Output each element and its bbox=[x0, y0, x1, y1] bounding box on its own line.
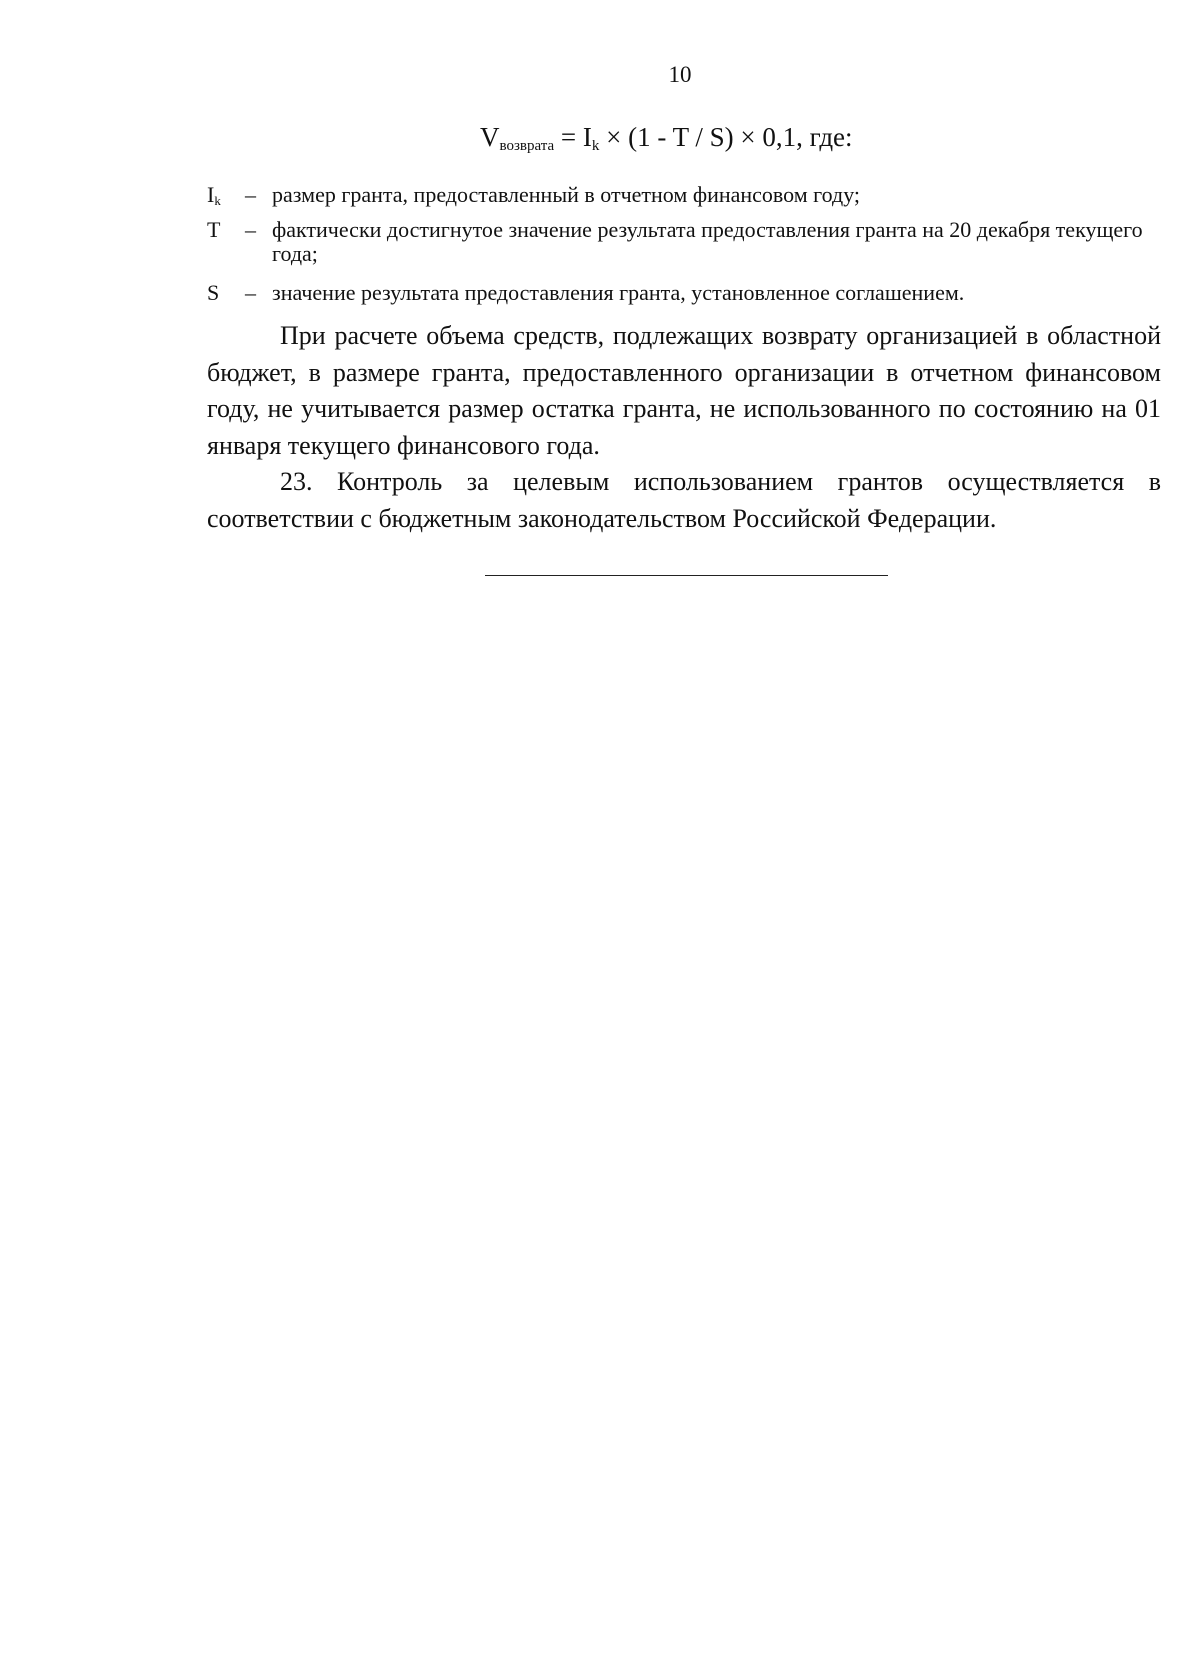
definition-text: значение результата предоставления гранта, установленное соглашением. bbox=[272, 280, 965, 305]
body-paragraph bbox=[207, 464, 1161, 537]
definition-row bbox=[207, 183, 1152, 207]
paragraph-text: При расчете объема средств, подлежащих возврату организацией в областной бюджет, в размере гранта, предоставленного организации в отчетном финансовом году, не учитывается размер остатка гранта, не использованного по состоянию на 01 января текущего финансового года. bbox=[207, 321, 1161, 460]
page-number: 10 bbox=[668, 62, 692, 87]
formula-rhs-subscript: k bbox=[591, 138, 600, 154]
definition-dash: – bbox=[245, 182, 256, 207]
definition-row bbox=[207, 281, 1152, 305]
definition-text: фактически достигнутое значение результата предоставления гранта на 20 декабря текущего года; bbox=[272, 217, 1143, 266]
refund-formula bbox=[480, 122, 853, 155]
formula-lhs-subscript: возврата bbox=[499, 138, 555, 154]
formula-rhs-part2: × (1 - T / S) × 0,1, где: bbox=[599, 122, 853, 152]
end-of-document-rule bbox=[485, 575, 888, 576]
paragraph-text: 23. Контроль за целевым использованием грантов осуществляется в соответствии с бюджетным законодательством Российской Федерации. bbox=[207, 467, 1161, 533]
formula-rhs-part1: = I bbox=[554, 122, 592, 152]
formula-lhs-symbol: V bbox=[480, 122, 500, 152]
definition-row bbox=[207, 218, 1152, 266]
definition-dash: – bbox=[245, 217, 256, 242]
definition-text: размер гранта, предоставленный в отчетном финансовом году; bbox=[272, 182, 861, 207]
body-paragraph bbox=[207, 318, 1161, 464]
definition-dash: – bbox=[245, 280, 256, 305]
definition-symbol: T bbox=[207, 217, 221, 242]
definition-symbol: S bbox=[207, 280, 220, 305]
definition-symbol: $I_k$ bbox=[207, 182, 221, 208]
